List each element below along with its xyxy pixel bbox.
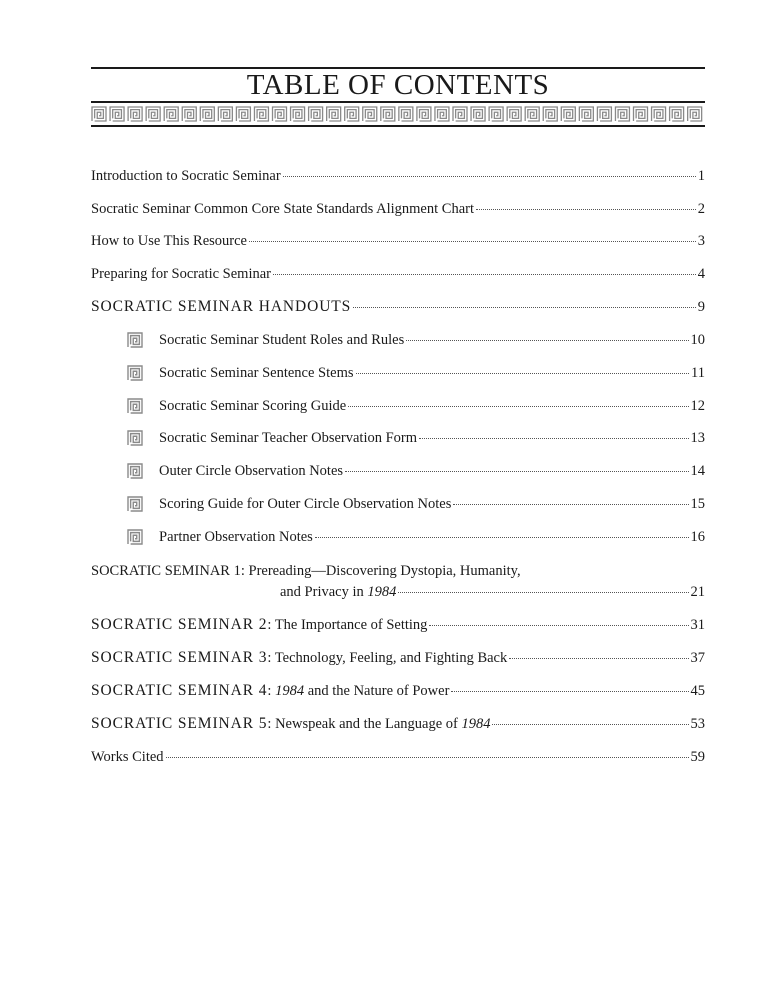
dot-leader bbox=[398, 592, 688, 593]
seminar-heading: SOCRATIC SEMINAR 4 bbox=[91, 682, 268, 699]
entry-title: Socratic Seminar Sentence Stems bbox=[159, 365, 354, 381]
greek-key-unit bbox=[309, 107, 323, 121]
entry-page: 59 bbox=[690, 749, 705, 765]
seminar-title-italic: 1984 bbox=[275, 683, 305, 699]
greek-key-unit bbox=[417, 107, 431, 121]
entry-page: 31 bbox=[690, 617, 705, 633]
seminar-title-text: Technology, Feeling, and Fighting Back bbox=[274, 650, 508, 666]
greek-key-bullet-icon bbox=[127, 365, 143, 381]
greek-key-unit bbox=[92, 107, 106, 121]
greek-key-unit bbox=[327, 107, 341, 121]
entry-page: 1 bbox=[697, 168, 705, 184]
toc-seminar-1-line2[interactable] bbox=[91, 583, 705, 601]
greek-key-bullet-icon bbox=[127, 463, 143, 479]
dot-leader bbox=[509, 658, 688, 659]
seminar-heading: SOCRATIC SEMINAR 2 bbox=[91, 616, 268, 633]
greek-key-unit bbox=[110, 107, 124, 121]
seminar-title-text: and Privacy in bbox=[280, 584, 368, 600]
greek-key-unit bbox=[381, 107, 395, 121]
entry-title: Socratic Seminar Common Core State Standards Alignment Chart bbox=[91, 201, 474, 217]
greek-key-unit bbox=[597, 107, 611, 121]
toc-handout-entry[interactable] bbox=[127, 331, 705, 349]
toc-seminar-4[interactable] bbox=[91, 682, 705, 700]
toc-handout-entry[interactable] bbox=[127, 364, 705, 382]
entry-page: 3 bbox=[697, 233, 705, 249]
entry-page: 15 bbox=[690, 496, 705, 512]
greek-key-unit bbox=[273, 107, 287, 121]
toc-section-handouts[interactable] bbox=[91, 298, 705, 316]
greek-key-unit bbox=[128, 366, 142, 380]
greek-key-unit bbox=[652, 107, 666, 121]
dot-leader bbox=[273, 274, 696, 275]
greek-key-unit bbox=[345, 107, 359, 121]
entry-page: 2 bbox=[697, 201, 705, 217]
dot-leader bbox=[492, 724, 688, 725]
entry-page: 53 bbox=[690, 716, 705, 732]
greek-key-bullet-icon bbox=[127, 332, 143, 348]
greek-key-unit bbox=[615, 107, 629, 121]
greek-key-unit bbox=[218, 107, 232, 121]
entry-title: Partner Observation Notes bbox=[159, 529, 313, 545]
toc-seminar-2[interactable] bbox=[91, 616, 705, 634]
entry-page: 4 bbox=[697, 266, 705, 282]
seminar-separator: : bbox=[267, 683, 276, 699]
entry-title: Outer Circle Observation Notes bbox=[159, 463, 344, 479]
seminar-heading: SOCRATIC SEMINAR 1 bbox=[91, 563, 241, 579]
greek-key-unit bbox=[543, 107, 557, 121]
greek-key-unit bbox=[128, 431, 142, 445]
entry-title: How to Use This Resource bbox=[91, 233, 247, 249]
greek-key-unit bbox=[236, 107, 250, 121]
entry-page: 21 bbox=[690, 584, 705, 600]
dot-leader bbox=[166, 757, 689, 758]
greek-key-unit bbox=[164, 107, 178, 121]
entry-title: Scoring Guide for Outer Circle Observation Notes bbox=[159, 496, 452, 512]
entry-page: 10 bbox=[690, 332, 705, 348]
dot-leader bbox=[249, 241, 696, 242]
greek-key-unit bbox=[128, 497, 142, 511]
greek-key-unit bbox=[128, 530, 142, 544]
entry-page: 45 bbox=[690, 683, 705, 699]
section-title: SOCRATIC SEMINAR HANDOUTS bbox=[91, 298, 352, 315]
seminar-separator: : bbox=[267, 716, 276, 732]
dot-leader bbox=[476, 209, 696, 210]
greek-key-unit bbox=[579, 107, 593, 121]
dot-leader bbox=[353, 307, 696, 308]
toc-seminar-1-line1[interactable] bbox=[91, 562, 521, 580]
greek-key-bullet-icon bbox=[127, 529, 143, 545]
seminar-heading: SOCRATIC SEMINAR 3 bbox=[91, 649, 268, 666]
entry-title: Introduction to Socratic Seminar bbox=[91, 168, 281, 184]
greek-key-unit bbox=[363, 107, 377, 121]
page-title: TABLE OF CONTENTS bbox=[246, 69, 550, 101]
seminar-separator: : bbox=[267, 650, 275, 666]
seminar-heading: SOCRATIC SEMINAR 5 bbox=[91, 715, 268, 732]
toc-entry[interactable] bbox=[91, 265, 705, 283]
greek-key-unit bbox=[670, 107, 684, 121]
dot-leader bbox=[453, 504, 688, 505]
toc-entry[interactable] bbox=[91, 167, 705, 185]
greek-key-unit bbox=[507, 107, 521, 121]
toc-handout-entry[interactable] bbox=[127, 528, 705, 546]
border-bottom-line bbox=[91, 125, 705, 127]
border-top-line bbox=[91, 101, 705, 103]
entry-page: 12 bbox=[690, 398, 705, 414]
greek-key-unit bbox=[561, 107, 575, 121]
greek-key-unit bbox=[489, 107, 503, 121]
dot-leader bbox=[356, 373, 690, 374]
entry-page: 37 bbox=[690, 650, 705, 666]
seminar-title-italic: 1984 bbox=[367, 584, 397, 600]
toc-entry-works-cited[interactable] bbox=[91, 748, 705, 766]
toc-handout-entry[interactable] bbox=[127, 495, 705, 513]
greek-key-unit bbox=[634, 107, 648, 121]
greek-key-unit bbox=[291, 107, 305, 121]
greek-key-unit bbox=[688, 107, 702, 121]
toc-handout-entry[interactable] bbox=[127, 462, 705, 480]
toc-handout-entry[interactable] bbox=[127, 397, 705, 415]
entry-page: 16 bbox=[690, 529, 705, 545]
seminar-title-line1: Prereading—Discovering Dystopia, Humanity, bbox=[248, 563, 521, 579]
dot-leader bbox=[406, 340, 688, 341]
greek-key-unit bbox=[453, 107, 467, 121]
entry-title: Works Cited bbox=[91, 749, 164, 765]
dot-leader bbox=[348, 406, 688, 407]
greek-key-unit bbox=[128, 399, 142, 413]
entry-page: 13 bbox=[690, 430, 705, 446]
greek-key-unit bbox=[525, 107, 539, 121]
seminar-title-line2 bbox=[91, 583, 396, 601]
greek-key-border bbox=[91, 101, 705, 127]
entry-page: 11 bbox=[691, 365, 705, 381]
toc-handout-entry[interactable] bbox=[127, 429, 705, 447]
entry-title: Socratic Seminar Student Roles and Rules bbox=[159, 332, 405, 348]
seminar-separator: : bbox=[240, 563, 249, 579]
greek-key-unit bbox=[254, 107, 268, 121]
entry-page: 14 bbox=[690, 463, 705, 479]
greek-key-unit bbox=[399, 107, 413, 121]
greek-key-bullet-icon bbox=[127, 430, 143, 446]
greek-key-bullet-icon bbox=[127, 398, 143, 414]
dot-leader bbox=[419, 438, 688, 439]
greek-key-unit bbox=[128, 464, 142, 478]
greek-key-unit bbox=[128, 107, 142, 121]
dot-leader bbox=[451, 691, 688, 692]
entry-title: Socratic Seminar Scoring Guide bbox=[159, 398, 347, 414]
greek-key-unit bbox=[146, 107, 160, 121]
dot-leader bbox=[345, 471, 688, 472]
greek-key-pattern-icon bbox=[91, 106, 705, 122]
toc-entry[interactable] bbox=[91, 200, 705, 218]
greek-key-unit bbox=[128, 333, 142, 347]
entry-page: 9 bbox=[697, 299, 705, 315]
dot-leader bbox=[315, 537, 689, 538]
greek-key-unit bbox=[182, 107, 196, 121]
toc-entry[interactable] bbox=[91, 232, 705, 250]
entry-title: Preparing for Socratic Seminar bbox=[91, 266, 271, 282]
seminar-title-text: and the Nature of Power bbox=[304, 683, 450, 699]
toc-seminar-5[interactable] bbox=[91, 715, 705, 733]
dot-leader bbox=[283, 176, 696, 177]
seminar-title-italic: 1984 bbox=[461, 716, 491, 732]
entry-title: Socratic Seminar Teacher Observation Form bbox=[159, 430, 418, 446]
seminar-separator: : bbox=[267, 617, 275, 633]
greek-key-unit bbox=[200, 107, 214, 121]
greek-key-unit bbox=[471, 107, 485, 121]
dot-leader bbox=[429, 625, 688, 626]
seminar-title-text: The Importance of Setting bbox=[274, 617, 428, 633]
seminar-title-text: Newspeak and the Language of bbox=[275, 716, 462, 732]
greek-key-unit bbox=[435, 107, 449, 121]
toc-seminar-3[interactable] bbox=[91, 649, 705, 667]
greek-key-bullet-icon bbox=[127, 496, 143, 512]
